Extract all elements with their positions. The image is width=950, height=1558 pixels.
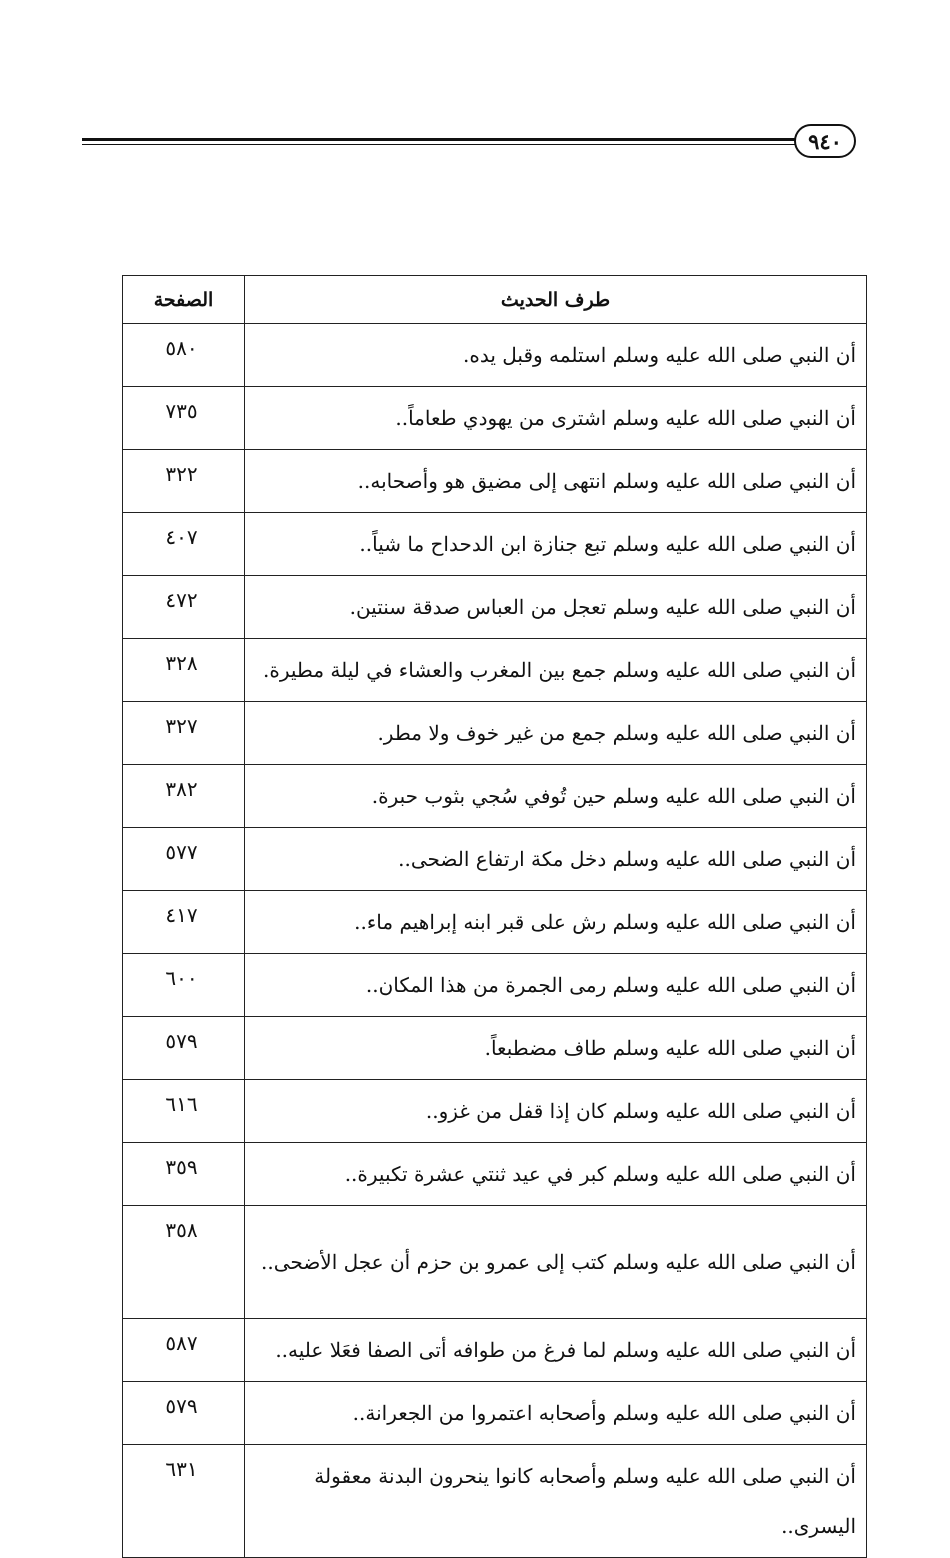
table-row <box>123 1382 867 1445</box>
table-row <box>123 1017 867 1080</box>
table-row <box>123 1206 867 1319</box>
page-ref: ٣٥٨ <box>123 1206 245 1319</box>
page-ref: ٤٠٧ <box>123 513 245 576</box>
header-rule <box>82 138 797 141</box>
table-row <box>123 1445 867 1558</box>
hadith-text: أن النبي صلى الله عليه وسلم كتب إلى عمرو بن حزم أن عجل الأضحى.. <box>245 1206 867 1319</box>
page-ref: ٣٨٢ <box>123 765 245 828</box>
table-row <box>123 450 867 513</box>
hadith-text: أن النبي صلى الله عليه وسلم طاف مضطبعاً. <box>245 1017 867 1080</box>
page-ref: ٥٧٩ <box>123 1382 245 1445</box>
table-row <box>123 1080 867 1143</box>
hadith-text: أن النبي صلى الله عليه وسلم تعجل من العباس صدقة سنتين. <box>245 576 867 639</box>
hadith-text: أن النبي صلى الله عليه وسلم كان إذا قفل من غزو.. <box>245 1080 867 1143</box>
page-ref: ٧٣٥ <box>123 387 245 450</box>
hadith-text: أن النبي صلى الله عليه وسلم لما فرغ من طوافه أتى الصفا فعَلا عليه.. <box>245 1319 867 1382</box>
table-row <box>123 1319 867 1382</box>
page-ref: ٥٧٧ <box>123 828 245 891</box>
hadith-text: أن النبي صلى الله عليه وسلم حين تُوفي سُجي بثوب حبرة. <box>245 765 867 828</box>
page-ref: ٥٧٩ <box>123 1017 245 1080</box>
page-ref: ٤١٧ <box>123 891 245 954</box>
hadith-text: أن النبي صلى الله عليه وسلم جمع من غير خوف ولا مطر. <box>245 702 867 765</box>
page-ref: ٦١٦ <box>123 1080 245 1143</box>
page-header <box>82 124 857 164</box>
table-row <box>123 324 867 387</box>
page-ref: ٣٢٧ <box>123 702 245 765</box>
table-row <box>123 891 867 954</box>
header-page: الصفحة <box>123 276 245 324</box>
page-ref: ٣٢٨ <box>123 639 245 702</box>
hadith-text: أن النبي صلى الله عليه وسلم تبع جنازة ابن الدحداح ما شياً.. <box>245 513 867 576</box>
header-rule-thin <box>82 144 797 145</box>
table-row <box>123 387 867 450</box>
table-row <box>123 765 867 828</box>
header-hadith: طرف الحديث <box>245 276 867 324</box>
page-ref: ٦٠٠ <box>123 954 245 1017</box>
hadith-text: أن النبي صلى الله عليه وسلم وأصحابه كانوا ينحرون البدنة معقولة اليسرى.. <box>245 1445 867 1558</box>
table-row <box>123 702 867 765</box>
hadith-index-table <box>122 275 867 1558</box>
page-ref: ٣٥٩ <box>123 1143 245 1206</box>
table-row <box>123 828 867 891</box>
table-row <box>123 639 867 702</box>
page-ref: ٥٨٠ <box>123 324 245 387</box>
page-number: ٩٤٠ <box>794 124 856 158</box>
page-ref: ٦٣١ <box>123 1445 245 1558</box>
table-header-row <box>123 276 867 324</box>
page-ref: ٣٢٢ <box>123 450 245 513</box>
page-ref: ٥٨٧ <box>123 1319 245 1382</box>
hadith-text: أن النبي صلى الله عليه وسلم رش على قبر ابنه إبراهيم ماء.. <box>245 891 867 954</box>
hadith-text: أن النبي صلى الله عليه وسلم استلمه وقبل يده. <box>245 324 867 387</box>
hadith-text: أن النبي صلى الله عليه وسلم وأصحابه اعتمروا من الجعرانة.. <box>245 1382 867 1445</box>
hadith-text: أن النبي صلى الله عليه وسلم دخل مكة ارتفاع الضحى.. <box>245 828 867 891</box>
table-row <box>123 513 867 576</box>
hadith-text: أن النبي صلى الله عليه وسلم انتهى إلى مضيق هو وأصحابه.. <box>245 450 867 513</box>
hadith-text: أن النبي صلى الله عليه وسلم جمع بين المغرب والعشاء في ليلة مطيرة. <box>245 639 867 702</box>
hadith-text: أن النبي صلى الله عليه وسلم رمى الجمرة من هذا المكان.. <box>245 954 867 1017</box>
hadith-text: أن النبي صلى الله عليه وسلم كبر في عيد ثنتي عشرة تكبيرة.. <box>245 1143 867 1206</box>
table-row <box>123 1143 867 1206</box>
hadith-text: أن النبي صلى الله عليه وسلم اشترى من يهودي طعاماً.. <box>245 387 867 450</box>
page-ref: ٤٧٢ <box>123 576 245 639</box>
table-row <box>123 576 867 639</box>
table-row <box>123 954 867 1017</box>
